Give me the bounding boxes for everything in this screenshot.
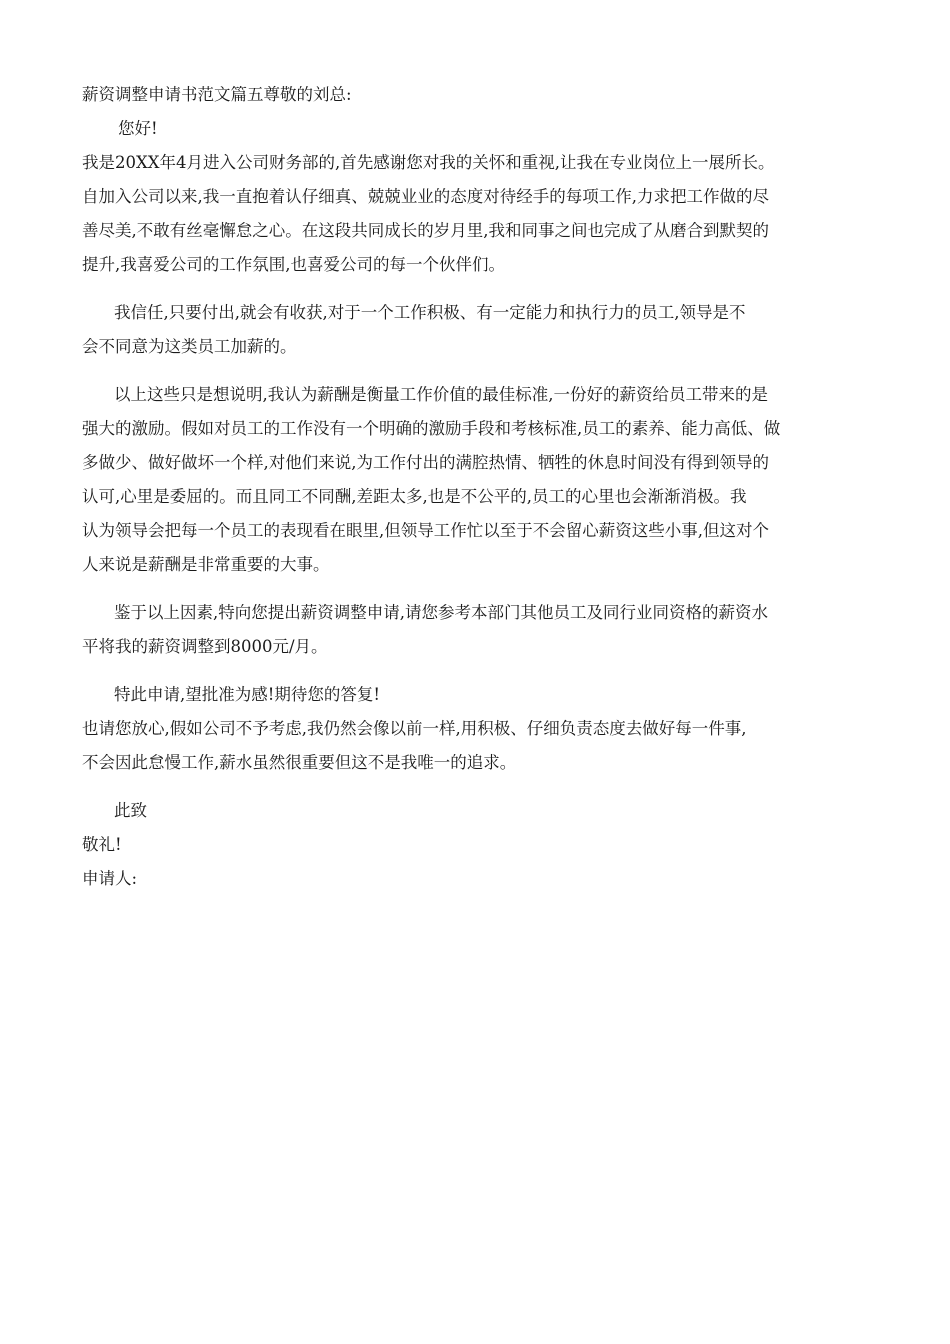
paragraph-line: 我信任,只要付出,就会有收获,对于一个工作积极、有一定能力和执行力的员工,领导是不	[114, 303, 746, 322]
paragraph-line: 以上这些只是想说明,我认为薪酬是衡量工作价值的最佳标准,一份好的薪资给员工带来的是	[114, 385, 768, 404]
paragraph-line: 会不同意为这类员工加薪的。	[82, 337, 297, 356]
paragraph-line: 认为领导会把每一个员工的表现看在眼里,但领导工作忙以至于不会留心薪资这些小事,但这对个	[82, 521, 769, 540]
paragraph-line: 提升,我喜爱公司的工作氛围,也喜爱公司的每一个伙伴们。	[82, 255, 505, 274]
letter-document	[82, 78, 862, 896]
paragraph-line: 强大的激励。假如对员工的工作没有一个明确的激励手段和考核标准,员工的素养、能力高低、做	[82, 419, 781, 438]
letter-heading: 薪资调整申请书范文篇五尊敬的刘总:	[82, 85, 352, 104]
trust-paragraph	[82, 296, 862, 364]
applicant-label: 申请人:	[82, 869, 138, 888]
reasoning-paragraph	[82, 378, 862, 582]
request-line: 特此申请,望批准为感!期待您的答复!	[114, 685, 381, 704]
paragraph-line: 不会因此怠慢工作,薪水虽然很重要但这不是我唯一的追求。	[82, 753, 517, 772]
greeting: 您好!	[118, 119, 158, 138]
assurance-paragraph	[82, 712, 862, 780]
intro-paragraph	[82, 146, 862, 282]
paragraph-line: 多做少、做好做坏一个样,对他们来说,为工作付出的满腔热情、牺牲的休息时间没有得到领导的	[82, 453, 769, 472]
salute: 敬礼!	[82, 835, 122, 854]
request-paragraph	[82, 596, 862, 664]
closing-phrase: 此致	[114, 801, 147, 820]
paragraph-line: 平将我的薪资调整到8000元/月。	[82, 637, 328, 656]
paragraph-line: 也请您放心,假如公司不予考虑,我仍然会像以前一样,用积极、仔细负责态度去做好每一件事,	[82, 719, 747, 738]
paragraph-line: 我是20XX年4月进入公司财务部的,首先感谢您对我的关怀和重视,让我在专业岗位上一展所长。	[82, 153, 775, 172]
paragraph-line: 自加入公司以来,我一直抱着认仔细真、兢兢业业的态度对待经手的每项工作,力求把工作做的尽	[82, 187, 769, 206]
paragraph-line: 鉴于以上因素,特向您提出薪资调整申请,请您参考本部门其他员工及同行业同资格的薪资水	[114, 603, 768, 622]
paragraph-line: 善尽美,不敢有丝毫懈怠之心。在这段共同成长的岁月里,我和同事之间也完成了从磨合到默契的	[82, 221, 769, 240]
paragraph-line: 人来说是薪酬是非常重要的大事。	[82, 555, 330, 574]
paragraph-line: 认可,心里是委屈的。而且同工不同酬,差距太多,也是不公平的,员工的心里也会渐渐消极。我	[82, 487, 747, 506]
